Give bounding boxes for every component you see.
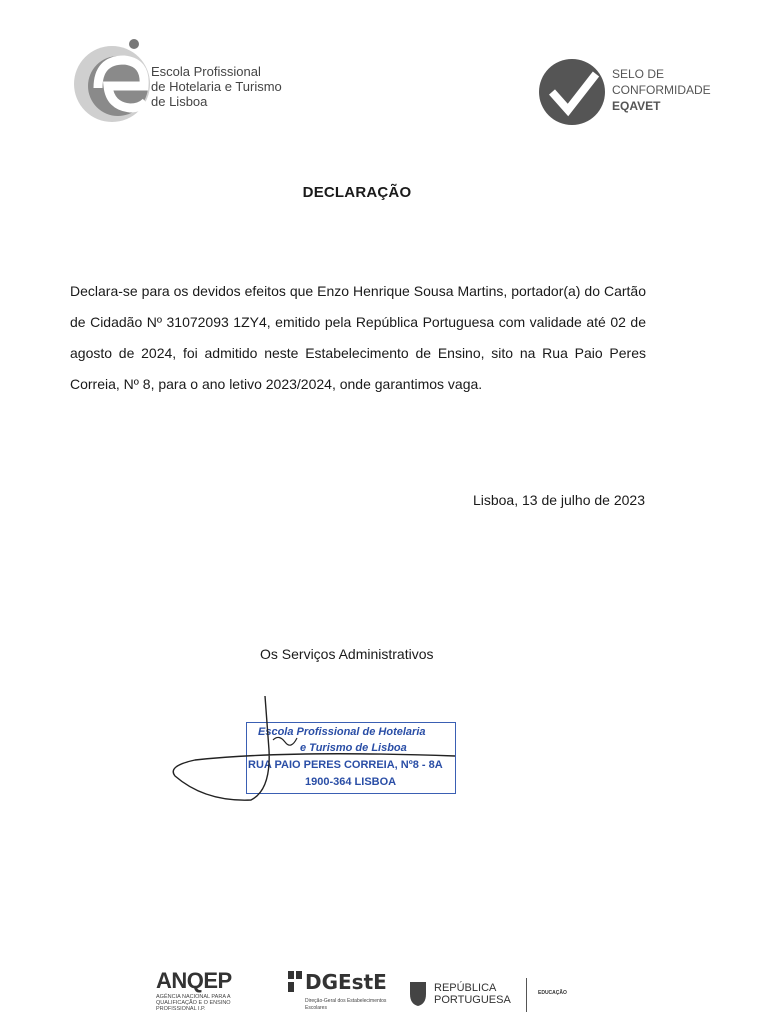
- document-title: DECLARAÇÃO: [302, 184, 412, 201]
- republica-portuguesa: [434, 982, 511, 1006]
- stamp-line: RUA PAIO PERES CORREIA, Nº8 - 8A: [248, 759, 443, 771]
- eqavet-seal-text: [612, 66, 711, 114]
- republic-emblem-icon: [406, 978, 430, 1008]
- signatory-label: Os Serviços Administrativos: [260, 646, 434, 662]
- date-line: Lisboa, 13 de julho de 2023: [472, 492, 645, 508]
- republica-line: REPÚBLICA: [434, 982, 497, 994]
- anqep-logo: ANQEP: [156, 968, 232, 993]
- dgeste-icon: [287, 970, 303, 994]
- handwritten-signature: [165, 690, 485, 810]
- stamp-line: Escola Profissional de Hotelaria: [258, 726, 426, 738]
- educacao-label: EDUCAÇÃO: [538, 990, 567, 996]
- school-name-line: Escola Profissional: [151, 64, 261, 79]
- school-name: [151, 64, 282, 109]
- footer-divider: [526, 978, 527, 1012]
- school-name-line: de Lisboa: [151, 94, 208, 109]
- seal-line: CONFORMIDADE: [612, 83, 711, 97]
- stamp-line: 1900-364 LISBOA: [305, 776, 397, 788]
- stamp-line: e Turismo de Lisboa: [300, 742, 407, 754]
- dgeste-subtitle: Direção-Geral dos Estabelecimentos Escolares: [305, 998, 387, 1011]
- seal-line: EQAVET: [612, 99, 661, 113]
- dgeste-logo: DGEstE: [305, 970, 387, 994]
- school-name-line: de Hotelaria e Turismo: [151, 79, 282, 94]
- seal-line: SELO DE: [612, 67, 665, 81]
- anqep-subtitle: AGÊNCIA NACIONAL PARA A QUALIFICAÇÃO E O ENSINO PROFISSIONAL I.P.: [156, 994, 231, 1012]
- declaration-body: Declara-se para os devidos efeitos que Enzo Henrique Sousa Martins, portador(a) do Cartão de Cidadão Nº 31072093 1ZY4, emitido pela República Portuguesa com validade até 02 de agosto de 2024, foi admitido neste Estabelecimento de Ensino, sito na Rua Paio Peres Correia, Nº 8, para o ano letivo 2023/2024, onde garantimos vaga.: [70, 283, 646, 392]
- republica-line: PORTUGUESA: [434, 994, 511, 1006]
